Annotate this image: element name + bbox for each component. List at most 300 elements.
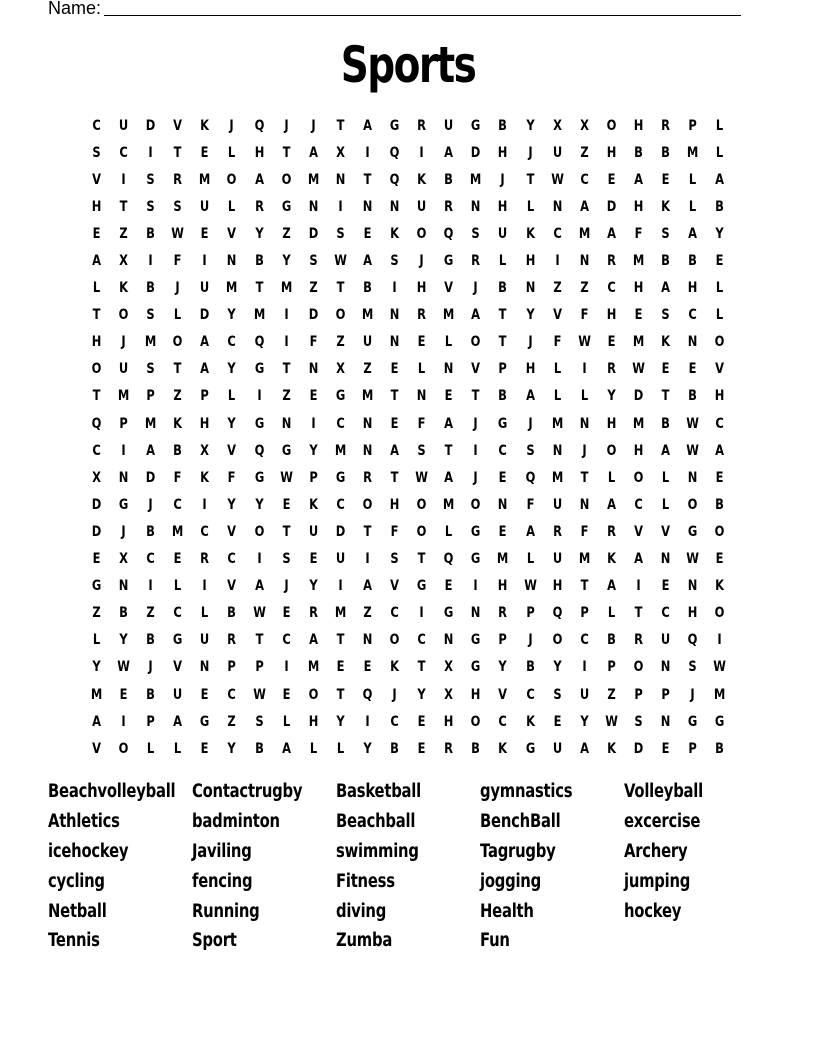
grid-cell: J [121,523,126,540]
grid-cell: B [715,740,725,757]
grid-cell: W [686,442,699,459]
grid-cell: S [661,307,670,324]
grid-cell: F [634,225,643,242]
grid-row [83,464,733,491]
grid-cell: D [145,117,156,134]
word-list-column [336,777,442,956]
grid-cell: Z [119,225,128,242]
grid-cell: M [632,334,645,351]
grid-cell: N [552,442,562,459]
grid-cell: W [415,469,429,486]
grid-cell: N [579,253,590,270]
grid-cell: L [553,361,561,378]
grid-cell: F [173,253,182,270]
grid-cell: Y [309,442,318,459]
grid-cell: Q [552,605,563,622]
grid-row [83,681,733,708]
grid-cell: L [716,117,724,134]
grid-cell: H [91,334,102,351]
grid-cell: A [308,144,318,161]
grid-cell: C [227,334,237,351]
grid-cell: G [254,469,264,486]
grid-cell: U [118,361,129,378]
grid-cell: O [714,334,725,351]
grid-cell: D [200,307,210,324]
grid-cell: X [335,144,345,161]
word-list-item: excercise [624,810,701,832]
grid-cell: T [444,442,453,459]
grid-cell: D [91,523,102,540]
grid-cell: R [254,198,264,215]
grid-cell: L [92,280,101,297]
grid-cell: N [335,171,346,188]
grid-cell: M [361,388,374,405]
grid-cell: K [525,713,535,730]
word-list-item: Health [480,900,534,922]
grid-cell: P [227,659,237,676]
grid-cell: Z [552,280,562,297]
grid-cell: B [146,686,156,703]
grid-cell: M [145,334,157,351]
grid-cell: N [389,198,400,215]
grid-cell: E [661,578,670,595]
grid-cell: A [525,523,535,540]
grid-cell: K [498,740,508,757]
grid-cell: A [661,280,670,297]
grid-cell: V [227,523,237,540]
grid-cell: D [606,198,617,215]
grid-cell: R [363,469,372,486]
grid-cell: I [202,253,208,270]
grid-cell: O [308,686,319,703]
grid-cell: H [498,144,508,161]
grid-cell: H [687,280,698,297]
grid-cell: Y [227,496,237,513]
grid-cell: P [146,388,155,405]
name-field[interactable] [48,0,748,20]
name-label: Name: [48,0,102,18]
grid-cell: S [661,225,670,242]
grid-cell: R [200,551,210,568]
grid-cell: R [661,117,670,134]
grid-cell: V [633,523,643,540]
grid-cell: F [526,496,534,513]
grid-cell: X [552,117,562,134]
grid-cell: T [634,605,643,622]
grid-cell: C [227,551,237,568]
grid-row [83,600,733,627]
grid-cell: L [201,605,209,622]
grid-cell: C [498,713,508,730]
grid-row [83,356,733,383]
grid-cell: R [417,117,427,134]
grid-cell: A [254,171,264,188]
grid-cell: V [227,225,237,242]
grid-cell: K [661,334,670,351]
grid-cell: E [417,740,426,757]
grid-cell: E [363,659,372,676]
grid-row [83,329,733,356]
grid-cell: F [173,469,182,486]
grid-cell: H [552,578,562,595]
grid-cell: C [390,713,399,730]
grid-cell: M [172,523,184,540]
grid-cell: I [148,253,153,270]
grid-cell: N [498,496,508,513]
grid-cell: M [361,307,374,324]
grid-cell: L [174,578,182,595]
grid-cell: K [715,578,725,595]
grid-cell: U [552,740,562,757]
grid-cell: C [119,144,128,161]
grid-cell: C [688,307,697,324]
grid-cell: N [362,442,373,459]
grid-cell: M [226,280,238,297]
grid-cell: B [146,523,156,540]
word-list-item: Archery [624,840,688,862]
grid-cell: O [389,632,400,649]
grid-cell: O [470,496,481,513]
grid-cell: J [690,686,695,703]
page-title: Sports [340,36,476,94]
grid-cell: S [525,442,535,459]
grid-cell: W [577,334,591,351]
grid-cell: M [307,171,320,188]
grid-cell: P [200,388,210,405]
word-list-item: jogging [480,870,541,892]
grid-cell: H [714,388,725,405]
grid-cell: L [716,307,724,324]
grid-cell: B [146,280,156,297]
grid-cell: L [688,198,697,215]
grid-cell: Y [580,713,589,730]
grid-cell: M [199,171,211,188]
grid-cell: L [92,632,101,649]
grid-cell: S [553,686,562,703]
grid-cell: J [284,578,289,595]
grid-cell: A [606,496,616,513]
grid-cell: K [390,659,400,676]
grid-cell: J [527,632,533,649]
grid-cell: C [661,605,670,622]
grid-cell: T [580,469,589,486]
grid-cell: K [661,198,670,215]
word-list-item: hockey [624,900,682,922]
grid-cell: R [471,253,481,270]
grid-cell: W [252,686,266,703]
grid-cell: A [579,198,589,215]
grid-cell: W [550,171,564,188]
grid-cell: Y [336,713,345,730]
grid-cell: O [335,307,346,324]
grid-cell: A [471,307,481,324]
grid-cell: N [471,605,481,622]
grid-cell: C [580,632,589,649]
grid-cell: E [444,388,453,405]
grid-cell: A [715,171,725,188]
word-list-item: Contactrugby [192,781,303,802]
grid-cell: S [390,551,399,568]
grid-cell: A [688,225,698,242]
grid-cell: L [526,551,534,568]
grid-cell: D [91,496,102,513]
grid-cell: I [148,144,153,161]
grid-cell: A [281,740,291,757]
grid-cell: A [525,388,535,405]
grid-cell: E [607,334,616,351]
grid-cell: H [498,198,508,215]
grid-cell: N [660,551,671,568]
grid-cell: N [118,469,129,486]
grid-cell: B [661,253,670,270]
grid-cell: T [336,117,345,134]
grid-cell: S [146,171,155,188]
grid-cell: C [173,605,183,622]
grid-cell: U [118,117,129,134]
grid-cell: L [499,253,507,270]
grid-cell: E [553,713,562,730]
grid-cell: G [471,117,481,134]
grid-cell: Z [607,686,616,703]
grid-cell: G [687,523,698,540]
grid-cell: B [444,171,454,188]
grid-cell: W [279,469,293,486]
grid-cell: H [498,578,508,595]
grid-cell: J [527,334,533,351]
grid-cell: J [527,144,533,161]
grid-cell: C [336,415,345,432]
grid-cell: F [228,469,236,486]
word-list-item: Fun [480,930,510,952]
grid-cell: I [148,578,153,595]
grid-cell: W [686,415,699,432]
grid-cell: L [607,469,615,486]
grid-cell: I [582,659,587,676]
grid-cell: E [92,225,101,242]
grid-cell: S [336,225,345,242]
grid-cell: B [146,225,156,242]
grid-cell: F [553,334,562,351]
grid-cell: V [227,442,237,459]
word-list-item: Javiling [192,840,252,862]
name-underline[interactable] [104,15,741,16]
grid-cell: B [471,740,481,757]
grid-cell: I [365,713,370,730]
grid-cell: L [716,144,724,161]
grid-cell: Z [363,361,372,378]
grid-cell: M [632,253,645,270]
grid-cell: H [606,415,617,432]
grid-cell: J [419,253,424,270]
grid-cell: N [525,280,535,297]
grid-cell: N [362,632,373,649]
grid-cell: O [606,442,617,459]
grid-cell: Y [525,117,535,134]
grid-cell: R [308,605,318,622]
grid-cell: I [284,307,289,324]
grid-cell: N [389,334,400,351]
word-list-column [48,777,207,956]
grid-cell: C [281,632,291,649]
grid-cell: A [363,117,372,134]
grid-cell: N [281,415,292,432]
grid-cell: T [282,523,291,540]
word-list-item: cycling [48,870,105,892]
grid-cell: P [607,659,616,676]
grid-cell: Q [443,551,454,568]
grid-cell: M [497,551,509,568]
grid-cell: D [308,225,319,242]
grid-cell: O [91,361,102,378]
grid-cell: K [390,225,400,242]
grid-cell: X [119,253,129,270]
grid-cell: S [146,198,155,215]
grid-cell: Y [254,496,264,513]
grid-cell: G [389,117,400,134]
word-list-column [480,777,595,956]
grid-cell: C [634,496,643,513]
grid-cell: E [661,361,670,378]
grid-cell: R [173,171,183,188]
word-list-item: Athletics [48,810,120,832]
grid-cell: M [686,144,699,161]
grid-cell: R [498,605,508,622]
grid-cell: O [254,523,264,540]
grid-cell: U [444,117,454,134]
grid-cell: H [606,307,617,324]
grid-cell: W [604,713,618,730]
grid-cell: M [334,442,347,459]
word-list-item: Fitness [336,870,395,892]
grid-cell: Z [282,388,291,405]
grid-cell: P [119,415,128,432]
grid-cell: K [606,740,616,757]
grid-cell: D [471,144,481,161]
grid-cell: F [390,523,399,540]
grid-cell: E [499,523,507,540]
grid-cell: T [282,361,291,378]
grid-cell: T [417,551,426,568]
grid-cell: G [416,578,427,595]
grid-cell: J [229,117,235,134]
grid-cell: P [688,740,697,757]
grid-cell: X [444,659,454,676]
grid-cell: Q [362,686,373,703]
grid-cell: A [633,171,643,188]
grid-cell: O [633,659,644,676]
grid-cell: G [118,496,129,513]
grid-cell: N [389,307,400,324]
grid-cell: A [606,225,616,242]
grid-cell: X [335,361,345,378]
grid-cell: M [470,171,482,188]
grid-cell: O [416,496,427,513]
grid-cell: L [228,388,236,405]
grid-cell: W [334,253,347,270]
grid-row [83,708,733,735]
grid-cell: T [417,659,426,676]
grid-cell: I [256,388,262,405]
grid-cell: U [552,496,562,513]
grid-cell: X [579,117,589,134]
grid-cell: E [634,307,643,324]
grid-cell: U [335,551,346,568]
grid-cell: N [687,469,698,486]
grid-cell: T [363,171,372,188]
grid-cell: T [580,578,589,595]
grid-cell: A [579,740,589,757]
grid-cell: E [282,496,291,513]
grid-cell: B [661,144,670,161]
grid-cell: I [256,551,262,568]
grid-cell: A [444,415,454,432]
grid-cell: Y [227,361,237,378]
grid-cell: C [200,523,210,540]
grid-cell: W [252,605,266,622]
grid-cell: L [607,605,615,622]
grid-cell: I [338,578,343,595]
grid-row [83,112,733,139]
grid-cell: E [282,686,291,703]
grid-cell: S [309,253,318,270]
word-list-item: jumping [624,870,691,892]
grid-cell: Z [227,713,237,730]
grid-cell: C [607,280,616,297]
grid-cell: R [417,307,427,324]
grid-cell: G [281,198,291,215]
grid-cell: E [309,551,318,568]
grid-cell: G [471,632,481,649]
grid-cell: I [338,198,343,215]
grid-cell: J [473,415,478,432]
word-list-item: gymnastics [480,781,573,802]
grid-cell: I [392,280,397,297]
grid-cell: D [145,469,156,486]
word-list-column [624,777,723,926]
grid-cell: O [470,713,481,730]
grid-cell: H [633,198,644,215]
grid-cell: A [444,144,454,161]
grid-cell: N [362,415,373,432]
word-list-item: Running [192,900,260,922]
grid-cell: L [661,496,670,513]
grid-cell: N [687,578,698,595]
grid-cell: I [365,551,370,568]
grid-cell: Y [227,415,237,432]
grid-row [83,627,733,654]
grid-cell: A [254,578,264,595]
grid-cell: U [498,225,508,242]
grid-cell: K [606,551,616,568]
grid-cell: Q [389,171,400,188]
grid-cell: J [284,117,289,134]
word-list-item: swimming [336,840,419,862]
grid-cell: O [470,334,481,351]
grid-cell: N [200,659,210,676]
grid-cell: Q [443,225,454,242]
grid-cell: R [227,632,237,649]
grid-cell: U [579,686,589,703]
grid-cell: T [255,632,264,649]
grid-cell: T [119,198,128,215]
grid-row [83,247,733,274]
grid-cell: H [525,361,535,378]
grid-cell: G [200,713,210,730]
grid-cell: C [173,496,183,513]
grid-cell: Y [417,686,426,703]
grid-cell: U [552,551,562,568]
grid-cell: A [363,578,372,595]
